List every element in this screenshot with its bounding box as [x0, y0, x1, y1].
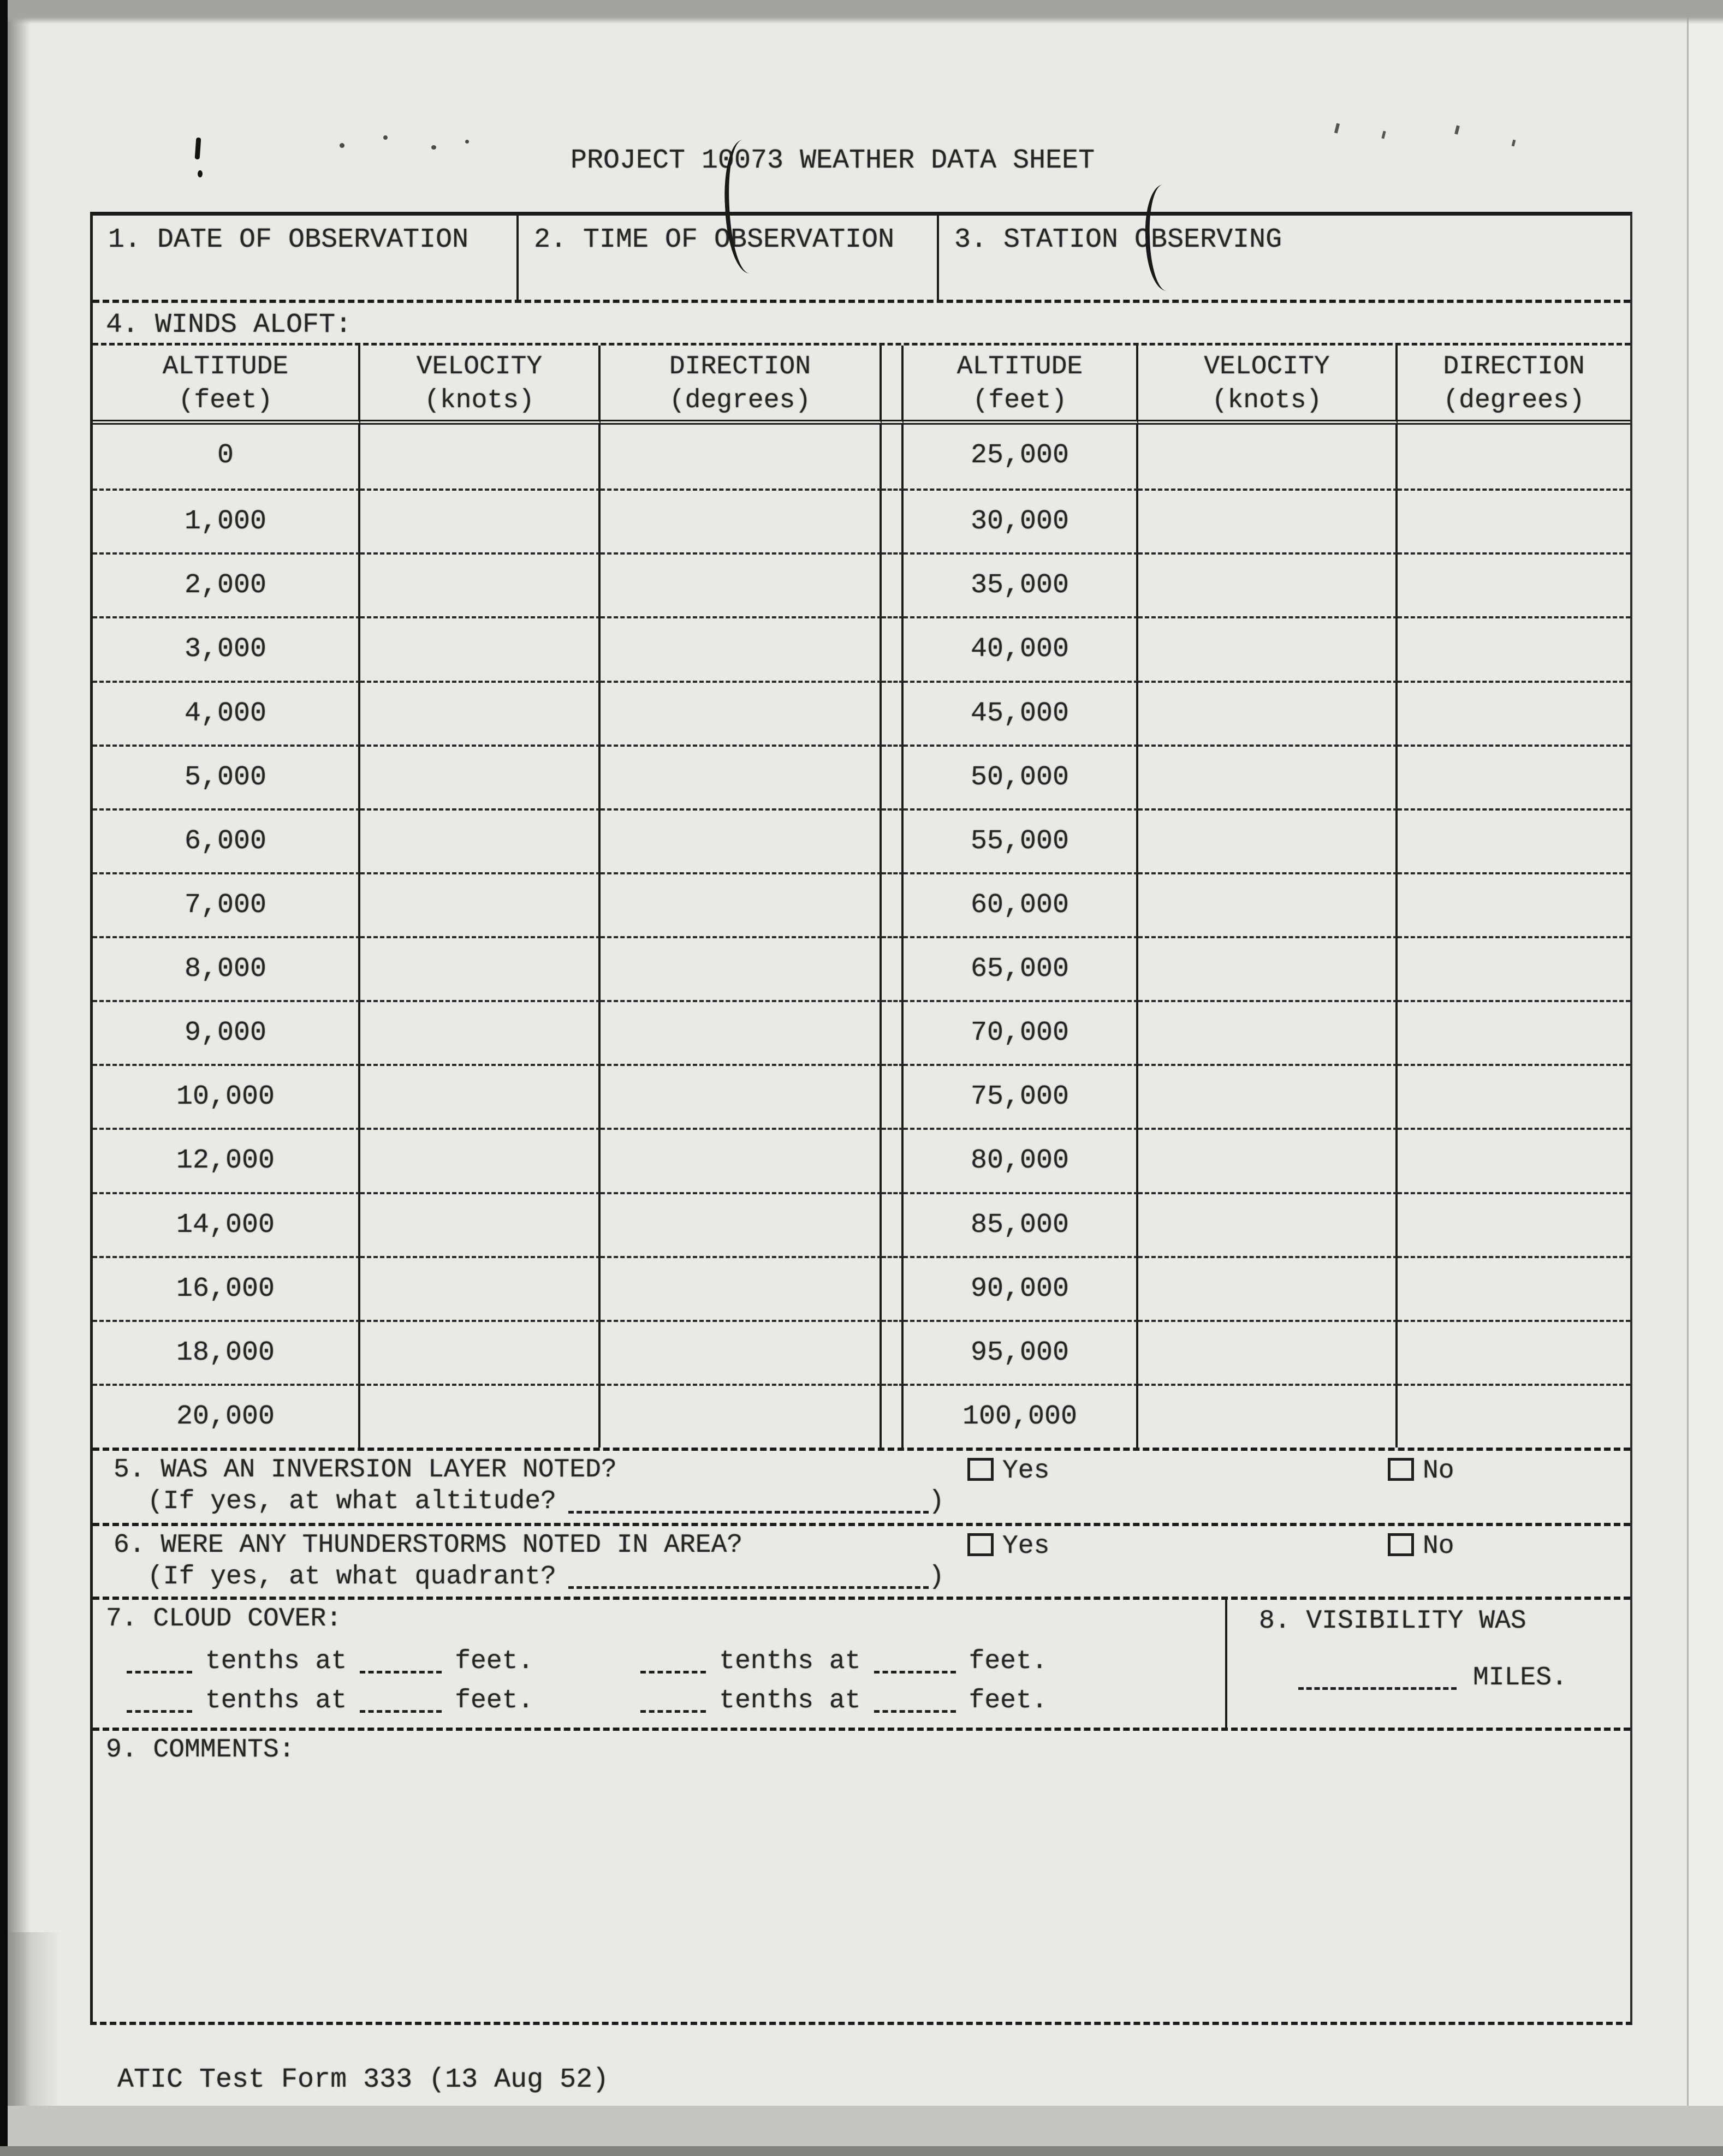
winds-aloft-table — [93, 343, 1630, 1448]
direction-cell-left[interactable] — [601, 1384, 882, 1448]
visibility-entry — [1298, 1663, 1567, 1693]
column-header-velocity-right: VELOCITY (knots) — [1138, 346, 1398, 425]
table-divider-gap — [882, 346, 904, 425]
feet-blank[interactable] — [360, 1649, 442, 1673]
velocity-cell-right[interactable] — [1138, 1000, 1398, 1064]
direction-cell-left[interactable] — [601, 552, 882, 616]
comments-label: 9. COMMENTS: — [106, 1735, 295, 1765]
inversion-question-label: 5. WAS AN INVERSION LAYER NOTED? — [114, 1455, 617, 1485]
winds-aloft-section-label: 4. WINDS ALOFT: — [106, 309, 352, 341]
altitude-cell-left: 8,000 — [93, 936, 360, 1000]
direction-cell-left[interactable] — [601, 936, 882, 1000]
altitude-cell-right: 55,000 — [904, 808, 1138, 872]
direction-cell-left[interactable] — [601, 872, 882, 936]
direction-cell-left[interactable] — [601, 1192, 882, 1256]
altitude-cell-left: 12,000 — [93, 1128, 360, 1192]
feet-blank[interactable] — [874, 1649, 956, 1673]
velocity-cell-left[interactable] — [360, 616, 601, 680]
table-divider-gap — [882, 1384, 904, 1448]
altitude-cell-right: 95,000 — [904, 1320, 1138, 1384]
thunderstorms-yes-checkbox[interactable] — [967, 1533, 994, 1556]
question-thunderstorms — [93, 1523, 1630, 1597]
altitude-cell-right: 50,000 — [904, 745, 1138, 808]
scan-speck — [1381, 131, 1386, 139]
velocity-cell-right[interactable] — [1138, 489, 1398, 552]
thunderstorms-yes-label: Yes — [1002, 1532, 1050, 1561]
weather-form — [90, 212, 1632, 2025]
direction-cell-right[interactable] — [1398, 552, 1630, 616]
scan-speck — [383, 135, 388, 140]
velocity-cell-right[interactable] — [1138, 1128, 1398, 1192]
velocity-cell-left[interactable] — [360, 1256, 601, 1320]
velocity-cell-left[interactable] — [360, 1064, 601, 1128]
scan-speck — [340, 143, 344, 148]
observation-header-row — [93, 216, 1630, 303]
cloud-cover-label: 7. CLOUD COVER: — [106, 1604, 342, 1634]
direction-cell-right[interactable] — [1398, 1256, 1630, 1320]
velocity-cell-left[interactable] — [360, 1320, 601, 1384]
table-divider-gap — [882, 552, 904, 616]
feet-blank[interactable] — [360, 1689, 442, 1713]
velocity-cell-right[interactable] — [1138, 1320, 1398, 1384]
scan-fold-highlight — [1689, 0, 1723, 2156]
altitude-cell-left: 14,000 — [93, 1192, 360, 1256]
inversion-no-label: No — [1423, 1456, 1454, 1486]
velocity-cell-right[interactable] — [1138, 745, 1398, 808]
inversion-yes-label: Yes — [1002, 1456, 1050, 1486]
direction-cell-right[interactable] — [1398, 1000, 1630, 1064]
visibility-section — [1227, 1600, 1630, 1728]
direction-cell-left[interactable] — [601, 1128, 882, 1192]
velocity-cell-left[interactable] — [360, 1128, 601, 1192]
tenths-blank[interactable] — [127, 1689, 192, 1713]
velocity-cell-left[interactable] — [360, 745, 601, 808]
direction-cell-left[interactable] — [601, 1256, 882, 1320]
comments-section[interactable] — [93, 1728, 1630, 2022]
column-header-velocity-left: VELOCITY (knots) — [360, 346, 601, 425]
pen-mark — [195, 138, 201, 160]
scan-speck — [1454, 126, 1460, 135]
velocity-cell-right[interactable] — [1138, 616, 1398, 680]
table-divider-gap — [882, 872, 904, 936]
table-divider-gap — [882, 1192, 904, 1256]
form-title: PROJECT 10073 WEATHER DATA SHEET — [571, 145, 1095, 176]
altitude-cell-left: 10,000 — [93, 1064, 360, 1128]
velocity-cell-right[interactable] — [1138, 681, 1398, 745]
thunderstorms-no-checkbox[interactable] — [1388, 1533, 1414, 1556]
direction-cell-right[interactable] — [1398, 1128, 1630, 1192]
direction-cell-right[interactable] — [1398, 872, 1630, 936]
altitude-cell-right: 65,000 — [904, 936, 1138, 1000]
direction-cell-right[interactable] — [1398, 1192, 1630, 1256]
direction-cell-left[interactable] — [601, 1064, 882, 1128]
direction-cell-right[interactable] — [1398, 1064, 1630, 1128]
question-inversion-layer — [93, 1448, 1630, 1523]
cloud-cover-line-2: tenths at feet. tenths at feet. — [127, 1686, 1048, 1716]
velocity-cell-right[interactable] — [1138, 1064, 1398, 1128]
scan-edge-top — [0, 0, 1723, 24]
scan-fold-line — [1687, 0, 1689, 2156]
altitude-cell-right: 80,000 — [904, 1128, 1138, 1192]
altitude-cell-right: 45,000 — [904, 681, 1138, 745]
direction-cell-left[interactable] — [601, 745, 882, 808]
table-divider-gap — [882, 489, 904, 552]
velocity-cell-left[interactable] — [360, 1192, 601, 1256]
table-divider-gap — [882, 808, 904, 872]
velocity-cell-left[interactable] — [360, 1384, 601, 1448]
velocity-cell-left[interactable] — [360, 872, 601, 936]
velocity-cell-right[interactable] — [1138, 808, 1398, 872]
table-divider-gap — [882, 681, 904, 745]
direction-cell-left[interactable] — [601, 616, 882, 680]
column-header-altitude-right: ALTITUDE (feet) — [904, 346, 1138, 425]
altitude-cell-left: 16,000 — [93, 1256, 360, 1320]
direction-cell-left[interactable] — [601, 681, 882, 745]
altitude-cell-left: 6,000 — [93, 808, 360, 872]
direction-cell-right[interactable] — [1398, 936, 1630, 1000]
tenths-blank[interactable] — [640, 1689, 706, 1713]
direction-cell-left[interactable] — [601, 425, 882, 489]
velocity-cell-right[interactable] — [1138, 872, 1398, 936]
station-observing-field[interactable] — [939, 216, 1630, 300]
altitude-cell-right: 70,000 — [904, 1000, 1138, 1064]
cloud-visibility-row — [93, 1597, 1630, 1728]
altitude-cell-right: 100,000 — [904, 1384, 1138, 1448]
scan-edge-bottom — [0, 2106, 1723, 2148]
altitude-cell-left: 4,000 — [93, 681, 360, 745]
station-observing-label: 3. STATION OBSERVING — [954, 224, 1282, 255]
velocity-cell-left[interactable] — [360, 681, 601, 745]
altitude-cell-left: 9,000 — [93, 1000, 360, 1064]
velocity-cell-right[interactable] — [1138, 1384, 1398, 1448]
thunderstorms-no-label: No — [1423, 1532, 1454, 1561]
table-divider-gap — [882, 936, 904, 1000]
visibility-miles-blank[interactable] — [1298, 1666, 1457, 1690]
velocity-cell-left[interactable] — [360, 936, 601, 1000]
cloud-cover-section — [93, 1600, 1227, 1728]
time-of-observation-label: 2. TIME OF OBSERVATION — [534, 224, 895, 255]
altitude-cell-right: 90,000 — [904, 1256, 1138, 1320]
scan-edge-left-shadow — [8, 0, 31, 2156]
inversion-yes-checkbox[interactable] — [967, 1458, 994, 1481]
date-of-observation-label: 1. DATE OF OBSERVATION — [108, 224, 469, 255]
direction-cell-right[interactable] — [1398, 808, 1630, 872]
velocity-cell-right[interactable] — [1138, 1256, 1398, 1320]
table-divider-gap — [882, 1256, 904, 1320]
altitude-cell-left: 3,000 — [93, 616, 360, 680]
table-divider-gap — [882, 745, 904, 808]
altitude-cell-right: 30,000 — [904, 489, 1138, 552]
tenths-blank[interactable] — [640, 1649, 706, 1673]
direction-cell-left[interactable] — [601, 808, 882, 872]
altitude-cell-right: 40,000 — [904, 616, 1138, 680]
thunderstorms-yes-option — [967, 1532, 1049, 1561]
column-header-altitude-left: ALTITUDE (feet) — [93, 346, 360, 425]
direction-cell-right[interactable] — [1398, 681, 1630, 745]
table-divider-gap — [882, 425, 904, 489]
altitude-cell-left: 0 — [93, 425, 360, 489]
column-header-direction-right: DIRECTION (degrees) — [1398, 346, 1630, 425]
altitude-cell-left: 1,000 — [93, 489, 360, 552]
tenths-blank[interactable] — [127, 1649, 192, 1673]
velocity-cell-right[interactable] — [1138, 425, 1398, 489]
thunderstorms-question-label: 6. WERE ANY THUNDERSTORMS NOTED IN AREA? — [114, 1530, 743, 1560]
scan-edge-left — [0, 0, 8, 2156]
velocity-cell-right[interactable] — [1138, 1192, 1398, 1256]
velocity-cell-left[interactable] — [360, 1000, 601, 1064]
direction-cell-right[interactable] — [1398, 1320, 1630, 1384]
miles-label: MILES. — [1473, 1663, 1567, 1693]
scan-speck — [1334, 123, 1340, 134]
direction-cell-right[interactable] — [1398, 425, 1630, 489]
visibility-label: 8. VISIBILITY WAS — [1259, 1606, 1526, 1636]
altitude-cell-right: 60,000 — [904, 872, 1138, 936]
velocity-cell-right[interactable] — [1138, 936, 1398, 1000]
feet-blank[interactable] — [874, 1689, 956, 1713]
table-divider-gap — [882, 1320, 904, 1384]
inversion-followup: (If yes, at what altitude? ) — [147, 1487, 944, 1516]
direction-cell-right[interactable] — [1398, 745, 1630, 808]
direction-cell-left[interactable] — [601, 1000, 882, 1064]
velocity-cell-left[interactable] — [360, 489, 601, 552]
altitude-cell-left: 2,000 — [93, 552, 360, 616]
velocity-cell-left[interactable] — [360, 552, 601, 616]
inversion-no-option — [1388, 1456, 1454, 1486]
table-divider-gap — [882, 616, 904, 680]
altitude-cell-left: 7,000 — [93, 872, 360, 936]
velocity-cell-left[interactable] — [360, 425, 601, 489]
thunderstorms-quadrant-blank[interactable] — [568, 1565, 929, 1589]
altitude-cell-right: 25,000 — [904, 425, 1138, 489]
inversion-no-checkbox[interactable] — [1388, 1458, 1414, 1481]
table-divider-gap — [882, 1064, 904, 1128]
thunderstorms-followup: (If yes, at what quadrant? ) — [147, 1562, 944, 1592]
table-divider-gap — [882, 1000, 904, 1064]
inversion-yes-option — [967, 1456, 1049, 1486]
thunderstorms-no-option — [1388, 1532, 1454, 1561]
direction-cell-right[interactable] — [1398, 489, 1630, 552]
pen-mark — [198, 170, 203, 177]
scan-speck — [431, 145, 436, 150]
direction-cell-left[interactable] — [601, 489, 882, 552]
direction-cell-left[interactable] — [601, 1320, 882, 1384]
table-divider-gap — [882, 1128, 904, 1192]
altitude-cell-left: 20,000 — [93, 1384, 360, 1448]
column-header-direction-left: DIRECTION (degrees) — [601, 346, 882, 425]
altitude-cell-left: 5,000 — [93, 745, 360, 808]
form-number-footer: ATIC Test Form 333 (13 Aug 52) — [117, 2064, 609, 2095]
scan-speck — [465, 140, 469, 144]
altitude-cell-right: 85,000 — [904, 1192, 1138, 1256]
altitude-cell-right: 35,000 — [904, 552, 1138, 616]
scan-edge-bottom-dark — [0, 2146, 1723, 2156]
velocity-cell-right[interactable] — [1138, 552, 1398, 616]
direction-cell-right[interactable] — [1398, 616, 1630, 680]
direction-cell-right[interactable] — [1398, 1384, 1630, 1448]
inversion-altitude-blank[interactable] — [568, 1490, 929, 1514]
date-of-observation-field[interactable] — [93, 216, 519, 300]
cloud-cover-line-1: tenths at feet. tenths at feet. — [127, 1647, 1048, 1676]
altitude-cell-right: 75,000 — [904, 1064, 1138, 1128]
altitude-cell-left: 18,000 — [93, 1320, 360, 1384]
scan-speck — [1512, 140, 1516, 147]
velocity-cell-left[interactable] — [360, 808, 601, 872]
